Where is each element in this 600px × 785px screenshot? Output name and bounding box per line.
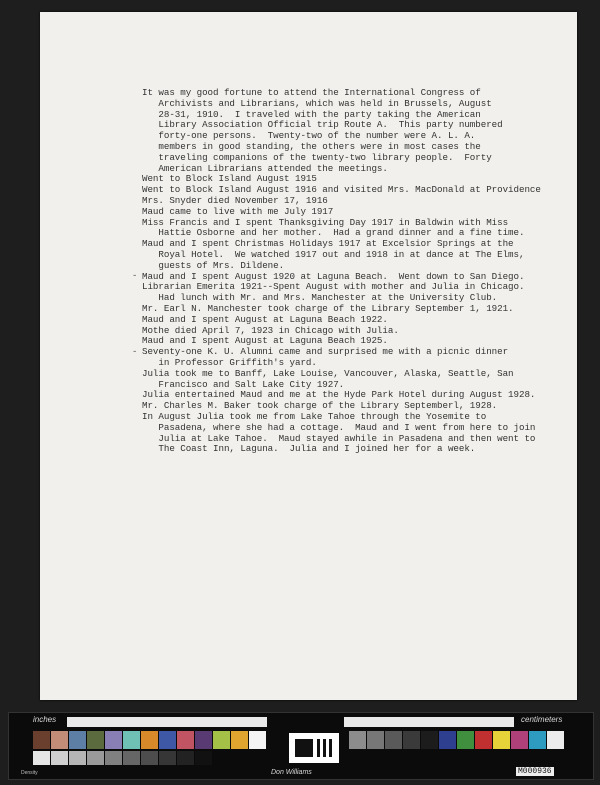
text-line: Mr. Earl N. Manchester took charge of the Library September 1, 1921.	[142, 302, 514, 314]
text-line: Seventy-one K. U. Alumni came and surprised me with a picnic dinner	[142, 346, 509, 358]
document-page	[40, 12, 577, 700]
text-line: Archivists and Librarians, which was held in Brussels, August	[142, 97, 492, 109]
centimeters-label: centimeters	[521, 715, 563, 724]
swatch	[385, 731, 402, 749]
text-line: 28-31, 1910. I traveled with the party taking the American	[142, 108, 481, 120]
swatch	[547, 731, 564, 749]
text-line: Had lunch with Mr. and Mrs. Manchester at the University Club.	[142, 292, 498, 304]
swatch	[349, 731, 366, 749]
gray-step	[69, 751, 86, 765]
swatch	[475, 731, 492, 749]
text-line: Mr. Charles M. Baker took charge of the Library Septemberl, 1928.	[142, 400, 498, 412]
gray-step	[177, 751, 194, 765]
swatch	[33, 731, 50, 749]
text-line: Miss Francis and I spent Thanksgiving Day 1917 in Baldwin with Miss	[142, 216, 509, 228]
text-line: In August Julia took me from Lake Tahoe through the Yosemite to	[142, 410, 487, 422]
swatch	[177, 731, 194, 749]
swatch	[511, 731, 528, 749]
text-line: Library Association Official trip Route A. This party numbered	[142, 119, 503, 131]
swatch	[195, 731, 212, 749]
text-line: Francisco and Salt Lake City 1927.	[142, 378, 345, 390]
swatch	[69, 731, 86, 749]
swatch	[439, 731, 456, 749]
density-label: Density	[21, 770, 38, 776]
text-line: Maud and I spent August at Laguna Beach 1922.	[142, 313, 388, 325]
centimeters-ruler	[344, 717, 514, 727]
swatch	[231, 731, 248, 749]
swatch	[105, 731, 122, 749]
swatch	[123, 731, 140, 749]
swatch	[141, 731, 158, 749]
typed-text	[142, 88, 582, 455]
text-line: Mrs. Snyder died November 17, 1916	[142, 194, 328, 206]
text-line: It was my good fortune to attend the International Congress of	[142, 87, 481, 98]
text-line: guests of Mrs. Dildene.	[142, 259, 285, 271]
text-line: Hattie Osborne and her mother. Had a grand dinner and a fine time.	[142, 227, 525, 239]
gray-step	[159, 751, 176, 765]
text-line: Julia took me to Banff, Lake Louise, Vancouver, Alaska, Seattle, San	[142, 367, 514, 379]
swatch	[51, 731, 68, 749]
swatch	[457, 731, 474, 749]
swatch	[403, 731, 420, 749]
item-id: M000936	[518, 767, 552, 776]
gray-step	[141, 751, 158, 765]
text-line: Pasadena, where she had a cottage. Maud and I went from here to join	[142, 421, 536, 433]
text-line: Maud and I spent August 1920 at Laguna Beach. Went down to San Diego.	[142, 270, 525, 282]
gray-step	[195, 751, 212, 765]
swatch	[159, 731, 176, 749]
text-line: Julia entertained Maud and me at the Hyde Park Hotel during August 1928.	[142, 389, 536, 401]
inches-ruler	[67, 717, 267, 727]
inches-label: inches	[33, 715, 57, 724]
text-line: Went to Block Island August 1916 and visited Mrs. MacDonald at Providence	[142, 184, 541, 196]
swatch	[421, 731, 438, 749]
text-line: members in good standing, the others were in most cases the	[142, 140, 481, 152]
gray-step	[105, 751, 122, 765]
text-line: Mothe died April 7, 1923 in Chicago with Julia.	[142, 324, 399, 336]
margin-dash-2: -	[132, 347, 138, 357]
text-line: American Librarians attended the meetings.	[142, 162, 388, 174]
brand-label: Don Williams	[271, 769, 312, 776]
swatch	[529, 731, 546, 749]
text-line: Royal Hotel. We watched 1917 out and 1918 in at dance at The Elms,	[142, 248, 525, 260]
swatch	[213, 731, 230, 749]
text-line: Went to Block Island August 1915	[142, 173, 317, 185]
text-line: traveling companions of the twenty-two library people. Forty	[142, 151, 492, 163]
gray-step	[123, 751, 140, 765]
swatch	[367, 731, 384, 749]
gray-step	[33, 751, 50, 765]
text-line: Maud came to live with me July 1917	[142, 205, 334, 217]
text-line: in Professor Griffith's yard.	[142, 356, 317, 368]
text-line: The Coast Inn, Laguna. Julia and I joined her for a week.	[142, 443, 476, 455]
text-line: Maud and I spent Christmas Holidays 1917 at Excelsior Springs at the	[142, 238, 514, 250]
swatch	[493, 731, 510, 749]
text-line: Librarian Emerita 1921--Spent August with mother and Julia in Chicago.	[142, 281, 525, 293]
color-target	[8, 712, 594, 780]
text-line: Maud and I spent August at Laguna Beach 1925.	[142, 335, 388, 347]
margin-dash-1: -	[132, 271, 138, 281]
text-line: Julia at Lake Tahoe. Maud stayed awhile in Pasadena and then went to	[142, 432, 536, 444]
text-line: forty-one persons. Twenty-two of the number were A. L. A.	[142, 130, 476, 142]
swatch	[87, 731, 104, 749]
gray-step	[87, 751, 104, 765]
gray-step	[51, 751, 68, 765]
swatch	[249, 731, 266, 749]
resolution-target	[289, 733, 339, 763]
